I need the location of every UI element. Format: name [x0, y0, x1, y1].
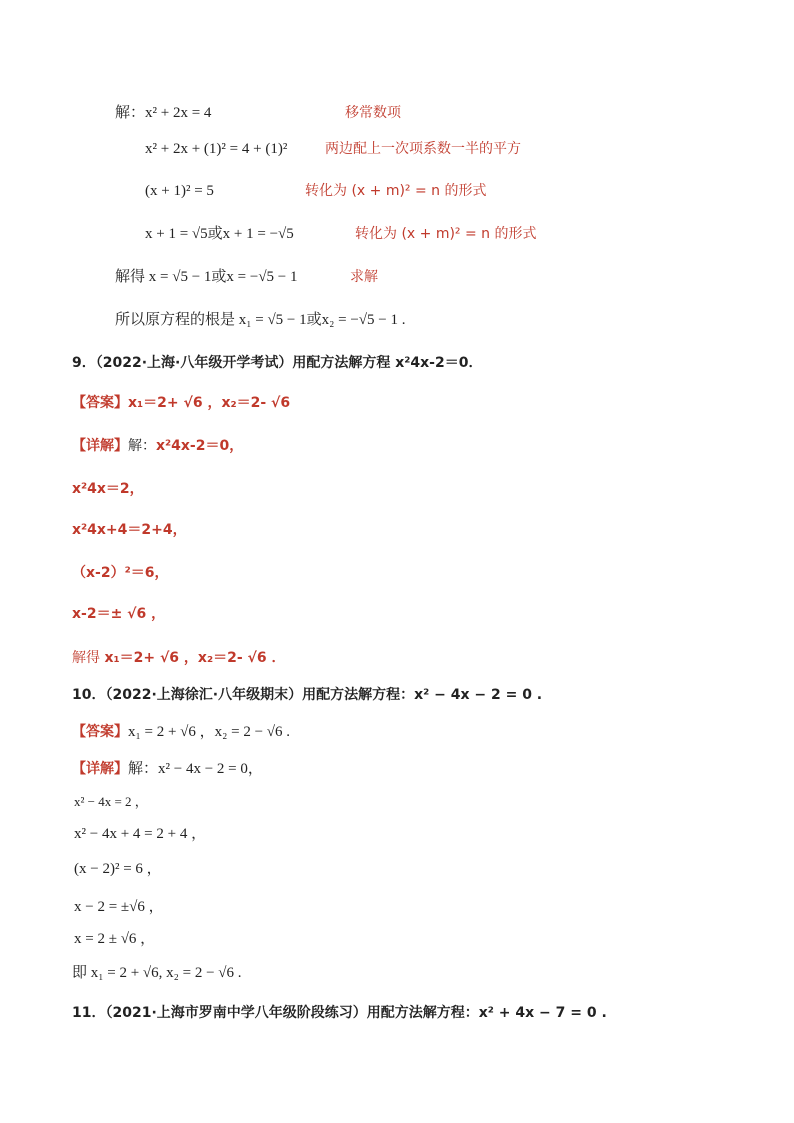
solution-note-5: 求解	[350, 269, 378, 285]
q9-result-row	[72, 649, 285, 667]
q10-step-1: x² − 4x = 2 ，	[74, 794, 148, 809]
q9-detail-tag: 【详解】	[72, 438, 128, 454]
q10-step-3: (x − 2)² = 6 ，	[74, 861, 162, 877]
q9-step-1: x²4x＝2，	[72, 481, 144, 497]
q9-step-2: x²4x+4＝2+4，	[72, 522, 187, 538]
q10-detail-tag: 【详解】	[72, 761, 128, 777]
q9-result-lead: 解得	[72, 650, 105, 666]
q9-detail-row	[72, 437, 243, 455]
q9-answer: x₁＝2+ √6 ，x₂＝2- √6	[128, 395, 291, 411]
solution-line-4: x + 1 = √5或x + 1 = −√5	[145, 226, 294, 242]
q10-step-2: x² − 4x + 4 = 2 + 4 ，	[74, 826, 207, 842]
solution-line-6: 所以原方程的根是 x₁ = √5 − 1或x₂ = −√5 − 1 .	[115, 312, 406, 328]
q9-result: x₁＝2+ √6 ，x₂＝2- √6 ．	[104, 650, 286, 666]
q10-step-5: x = 2 ± √6 ，	[74, 931, 156, 947]
q9-detail-lead: 解：	[128, 438, 156, 454]
solution-note-4: 转化为 (x + m)² = n 的形式	[355, 226, 537, 242]
q10-answer-row	[72, 723, 290, 741]
q9-answer-row	[72, 394, 290, 412]
q10-answer-tag: 【答案】	[72, 724, 128, 740]
q10-result: 即 x₁ = 2 + √6, x₂ = 2 − √6 .	[72, 965, 242, 981]
solution-note-2: 两边配上一次项系数一半的平方	[325, 141, 521, 157]
q9-detail-first: x²4x-2＝0，	[156, 438, 244, 454]
solution-note-3: 转化为 (x + m)² = n 的形式	[305, 183, 487, 199]
q10-title: 10．（2022·上海徐汇·八年级期末）用配方法解方程：x² − 4x − 2 = 0 .	[72, 687, 543, 703]
q9-answer-tag: 【答案】	[72, 395, 128, 411]
solution-note-1: 移常数项	[345, 105, 401, 121]
solution-line-5: 解得 x = √5 − 1或x = −√5 − 1	[115, 269, 298, 285]
q10-step-4: x − 2 = ±√6 ，	[74, 899, 164, 915]
q10-detail-first: 解：x² − 4x − 2 = 0，	[128, 761, 263, 777]
q9-step-3: （x-2）²＝6，	[72, 565, 169, 581]
q10-detail-row	[72, 760, 263, 778]
solution-line-1: 解：x² + 2x = 4	[115, 105, 212, 121]
solution-line-2: x² + 2x + (1)² = 4 + (1)²	[145, 141, 288, 157]
q10-answer: x₁ = 2 + √6 ，x₂ = 2 − √6 .	[128, 724, 291, 740]
solution-line-3: (x + 1)² = 5	[145, 183, 214, 199]
q9-step-4: x-2＝± √6 ，	[72, 606, 166, 622]
q11-title: 11．（2021·上海市罗南中学八年级阶段练习）用配方法解方程：x² + 4x − 7 = 0 .	[72, 1005, 607, 1021]
q9-title: 9．（2022·上海·八年级开学考试）用配方法解方程 x²4x-2＝0．	[72, 355, 483, 371]
